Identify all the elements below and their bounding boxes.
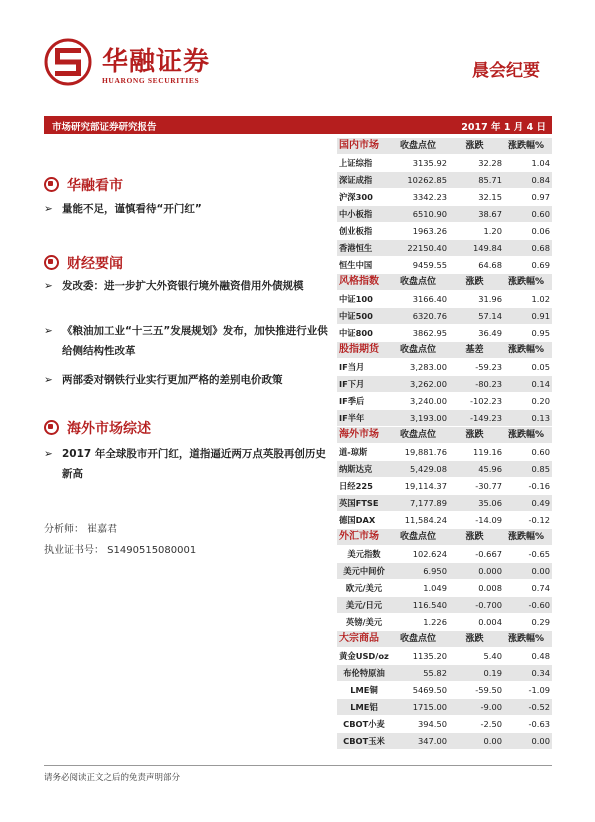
table-row	[337, 665, 552, 682]
table-row	[337, 189, 552, 206]
table-row	[337, 461, 552, 478]
row-label: 上证综指	[339, 158, 373, 168]
row-label: IF季后	[339, 396, 365, 406]
footer-divider	[44, 765, 552, 766]
row-label: 深证成指	[339, 175, 373, 185]
column-header: 收盘点位	[399, 430, 436, 440]
table-row	[337, 716, 552, 733]
huarong-logo-icon	[44, 38, 92, 86]
table-cell: -0.65	[528, 549, 550, 559]
table-cell: 116.540	[412, 600, 447, 610]
table-cell: -102.23	[469, 396, 502, 406]
column-header: 收盘点位	[399, 277, 436, 287]
table-cell: -149.23	[469, 413, 502, 423]
table-cell: 1.049	[423, 583, 447, 593]
table-header-fx	[337, 529, 552, 546]
report-banner	[44, 116, 552, 134]
logo-chinese-name: 华融证券	[102, 47, 211, 77]
table-cell: 0.13	[531, 413, 550, 423]
table-cell: 0.74	[531, 583, 550, 593]
table-cell: -59.50	[475, 685, 502, 695]
table-cell: 0.00	[531, 736, 550, 746]
table-cell: 0.19	[483, 668, 502, 678]
row-label: 美元/日元	[345, 600, 383, 610]
column-header: 涨跌	[465, 141, 484, 151]
table-cell: 5469.50	[412, 685, 447, 695]
table-cell: 0.69	[531, 260, 550, 270]
table-row	[337, 308, 552, 325]
report-type: 市场研究部证券研究报告	[52, 122, 157, 133]
row-label: LME铝	[350, 702, 378, 712]
table-cell: 0.60	[531, 447, 550, 457]
column-header: 涨跌幅%	[507, 141, 545, 151]
table-cell: 149.84	[472, 243, 502, 253]
table-cell: 64.68	[478, 260, 502, 270]
table-cell: 119.16	[472, 447, 502, 457]
analyst-name: 分析师： 崔嘉君	[44, 524, 118, 535]
table-cell: 85.71	[478, 175, 502, 185]
row-label: 欧元/美元	[345, 583, 383, 593]
table-cell: 0.00	[531, 566, 550, 576]
table-row	[337, 580, 552, 597]
table-cell: 57.14	[478, 311, 502, 321]
table-cell: 0.06	[531, 226, 550, 236]
row-label: 德国DAX	[339, 515, 376, 525]
row-label: 创业板指	[339, 226, 373, 236]
table-row	[337, 291, 552, 308]
table-row	[337, 682, 552, 699]
table-cell: 0.00	[483, 736, 502, 746]
table-cell: 3135.92	[412, 158, 447, 168]
table-cell: 0.95	[531, 328, 550, 338]
column-header: 涨跌幅%	[507, 345, 545, 355]
table-cell: 0.85	[531, 464, 550, 474]
arrow-bullet-icon: ➢	[44, 374, 53, 386]
section-title-financial-news: 财经要闻	[44, 253, 123, 273]
logo-english-name: HUARONG SECURITIES	[102, 76, 200, 85]
table-row	[337, 172, 552, 189]
column-header: 海外市场	[339, 429, 379, 440]
row-label: 纳斯达克	[339, 464, 373, 474]
table-cell: 5,429.08	[410, 464, 447, 474]
table-cell: 0.48	[531, 651, 550, 661]
table-row	[337, 597, 552, 614]
table-cell: -0.16	[528, 481, 550, 491]
table-header-overseas	[337, 427, 552, 444]
table-header-style	[337, 274, 552, 291]
section-bullet-icon	[44, 177, 59, 192]
arrow-bullet-icon: ➢	[44, 448, 53, 460]
table-cell: 3,283.00	[410, 362, 447, 372]
table-cell: 36.49	[478, 328, 502, 338]
row-label: 香港恒生	[339, 243, 373, 253]
table-row	[337, 376, 552, 393]
table-cell: 0.29	[531, 617, 550, 627]
table-cell: 9459.55	[412, 260, 447, 270]
table-cell: 0.000	[478, 566, 502, 576]
row-label: 沪深300	[339, 192, 373, 202]
table-cell: -0.52	[528, 702, 550, 712]
column-header: 大宗商品	[339, 633, 379, 644]
column-header: 外汇市场	[339, 531, 379, 542]
table-cell: 1135.20	[412, 651, 447, 661]
table-cell: 3,262.00	[410, 379, 447, 389]
section-title-overseas-review: 海外市场综述	[44, 418, 151, 438]
table-cell: 6510.90	[412, 209, 447, 219]
column-header: 收盘点位	[399, 634, 436, 644]
section-bullet-icon	[44, 255, 59, 270]
table-cell: 0.68	[531, 243, 550, 253]
market-data-table	[337, 138, 552, 750]
arrow-bullet-icon: ➢	[44, 280, 53, 292]
table-cell: 0.49	[531, 498, 550, 508]
table-cell: 1715.00	[412, 702, 447, 712]
table-row	[337, 257, 552, 274]
row-label: 英镑/美元	[345, 617, 383, 627]
table-cell: -9.00	[480, 702, 502, 712]
arrow-bullet-icon: ➢	[44, 203, 53, 215]
list-item[interactable]: ➢ 《粮油加工业“十三五”发展规划》发布，加快推进行业供给侧结构性改革	[44, 321, 334, 361]
column-header: 收盘点位	[399, 345, 436, 355]
table-cell: 7,177.89	[410, 498, 447, 508]
column-header: 涨跌	[465, 634, 484, 644]
table-cell: -1.09	[528, 685, 550, 695]
table-row	[337, 155, 552, 172]
table-header-domestic	[337, 138, 552, 155]
table-cell: 0.004	[478, 617, 502, 627]
table-cell: 102.624	[412, 549, 447, 559]
table-row	[337, 410, 552, 427]
list-item[interactable]: ➢ 两部委对钢铁行业实行更加严格的差别电价政策	[44, 370, 334, 390]
table-header-futures	[337, 342, 552, 359]
table-cell: 35.06	[478, 498, 502, 508]
table-cell: 38.67	[478, 209, 502, 219]
table-cell: 45.96	[478, 464, 502, 474]
table-row	[337, 393, 552, 410]
column-header: 收盘点位	[399, 141, 436, 151]
table-row	[337, 478, 552, 495]
column-header: 涨跌幅%	[507, 532, 545, 542]
table-cell: -2.50	[480, 719, 502, 729]
table-cell: 1.20	[483, 226, 502, 236]
table-cell: 5.40	[483, 651, 502, 661]
table-cell: 347.00	[417, 736, 447, 746]
list-item[interactable]: ➢ 2017 年全球股市开门红，道指逼近两万点英股再创历史新高	[44, 444, 334, 484]
row-label: CBOT玉米	[343, 736, 385, 746]
table-cell: 0.20	[531, 396, 550, 406]
table-cell: -80.23	[475, 379, 502, 389]
table-cell: 0.91	[531, 311, 550, 321]
table-cell: 1.04	[531, 158, 550, 168]
disclaimer-note: 请务必阅读正文之后的免责声明部分	[44, 773, 181, 783]
table-cell: 31.96	[478, 294, 502, 304]
table-row	[337, 699, 552, 716]
table-cell: 6320.76	[412, 311, 447, 321]
list-item[interactable]: ➢ 量能不足，谨慎看待“开门红”	[44, 199, 334, 219]
column-header: 涨跌幅%	[507, 277, 545, 287]
table-row	[337, 614, 552, 631]
analyst-cert-number: 执业证书号： S1490515080001	[44, 545, 197, 556]
row-label: 恒生中国	[339, 260, 373, 270]
table-cell: -0.12	[528, 515, 550, 525]
row-label: IF下月	[339, 379, 365, 389]
table-row	[337, 444, 552, 461]
column-header: 涨跌	[465, 277, 484, 287]
table-row	[337, 546, 552, 563]
table-cell: 19,114.37	[404, 481, 447, 491]
row-label: 黄金USD/oz	[339, 651, 389, 661]
table-cell: -0.60	[528, 600, 550, 610]
table-cell: 0.14	[531, 379, 550, 389]
table-cell: 11,584.24	[404, 515, 447, 525]
column-header: 涨跌	[465, 430, 484, 440]
section-title-market-view: 华融看市	[44, 175, 123, 195]
row-label: 中证800	[339, 328, 373, 338]
table-cell: 0.34	[531, 668, 550, 678]
report-date: 2017 年 1 月 4 日	[461, 122, 546, 133]
column-header: 涨跌幅%	[507, 634, 545, 644]
table-cell: 0.05	[531, 362, 550, 372]
table-row	[337, 359, 552, 376]
table-row	[337, 325, 552, 342]
table-cell: -30.77	[475, 481, 502, 491]
section-bullet-icon	[44, 420, 59, 435]
table-cell: -0.63	[528, 719, 550, 729]
table-cell: -0.667	[475, 549, 502, 559]
table-cell: -0.700	[475, 600, 502, 610]
row-label: 中证500	[339, 311, 373, 321]
row-label: 中小板指	[339, 209, 373, 219]
table-cell: -59.23	[475, 362, 502, 372]
row-label: 美元中间价	[343, 566, 385, 576]
arrow-bullet-icon: ➢	[44, 325, 53, 337]
column-header: 涨跌幅%	[507, 430, 545, 440]
table-cell: 0.008	[478, 583, 502, 593]
table-row	[337, 223, 552, 240]
row-label: LME铜	[350, 685, 378, 695]
document-title: 晨会纪要	[472, 61, 540, 81]
table-cell: 1963.26	[412, 226, 447, 236]
table-cell: 1.02	[531, 294, 550, 304]
table-row	[337, 648, 552, 665]
row-label: CBOT小麦	[343, 719, 385, 729]
table-cell: 55.82	[423, 668, 447, 678]
row-label: 日经225	[339, 481, 373, 491]
row-label: IF当月	[339, 362, 365, 372]
column-header: 基差	[465, 345, 484, 355]
row-label: 美元指数	[347, 549, 381, 559]
table-row	[337, 240, 552, 257]
table-cell: 32.28	[478, 158, 502, 168]
row-label: IF半年	[339, 413, 365, 423]
row-label: 布伦特原油	[343, 668, 385, 678]
table-header-commodities	[337, 631, 552, 648]
table-cell: 32.15	[478, 192, 502, 202]
row-label: 中证100	[339, 294, 373, 304]
table-row	[337, 563, 552, 580]
row-label: 道-琼斯	[339, 447, 368, 457]
column-header: 涨跌	[465, 532, 484, 542]
table-cell: 22150.40	[407, 243, 447, 253]
column-header: 股指期货	[339, 344, 379, 355]
table-row	[337, 495, 552, 512]
table-cell: 3,193.00	[410, 413, 447, 423]
table-cell: -14.09	[475, 515, 502, 525]
table-row	[337, 733, 552, 750]
table-row	[337, 206, 552, 223]
table-cell: 3166.40	[412, 294, 447, 304]
company-logo	[44, 38, 264, 94]
list-item[interactable]: ➢ 发改委：进一步扩大外资银行境外融资借用外债规模	[44, 276, 334, 296]
table-row	[337, 512, 552, 529]
column-header: 收盘点位	[399, 532, 436, 542]
table-cell: 0.60	[531, 209, 550, 219]
table-cell: 6.950	[423, 566, 447, 576]
column-header: 风格指数	[339, 276, 379, 287]
table-cell: 19,881.76	[404, 447, 447, 457]
table-cell: 0.84	[531, 175, 550, 185]
table-cell: 3342.23	[412, 192, 447, 202]
row-label: 英国FTSE	[339, 498, 379, 508]
table-cell: 3,240.00	[410, 396, 447, 406]
table-cell: 394.50	[417, 719, 447, 729]
table-cell: 3862.95	[412, 328, 447, 338]
table-cell: 0.97	[531, 192, 550, 202]
table-cell: 1.226	[423, 617, 447, 627]
table-cell: 10262.85	[407, 175, 447, 185]
column-header: 国内市场	[339, 140, 379, 151]
